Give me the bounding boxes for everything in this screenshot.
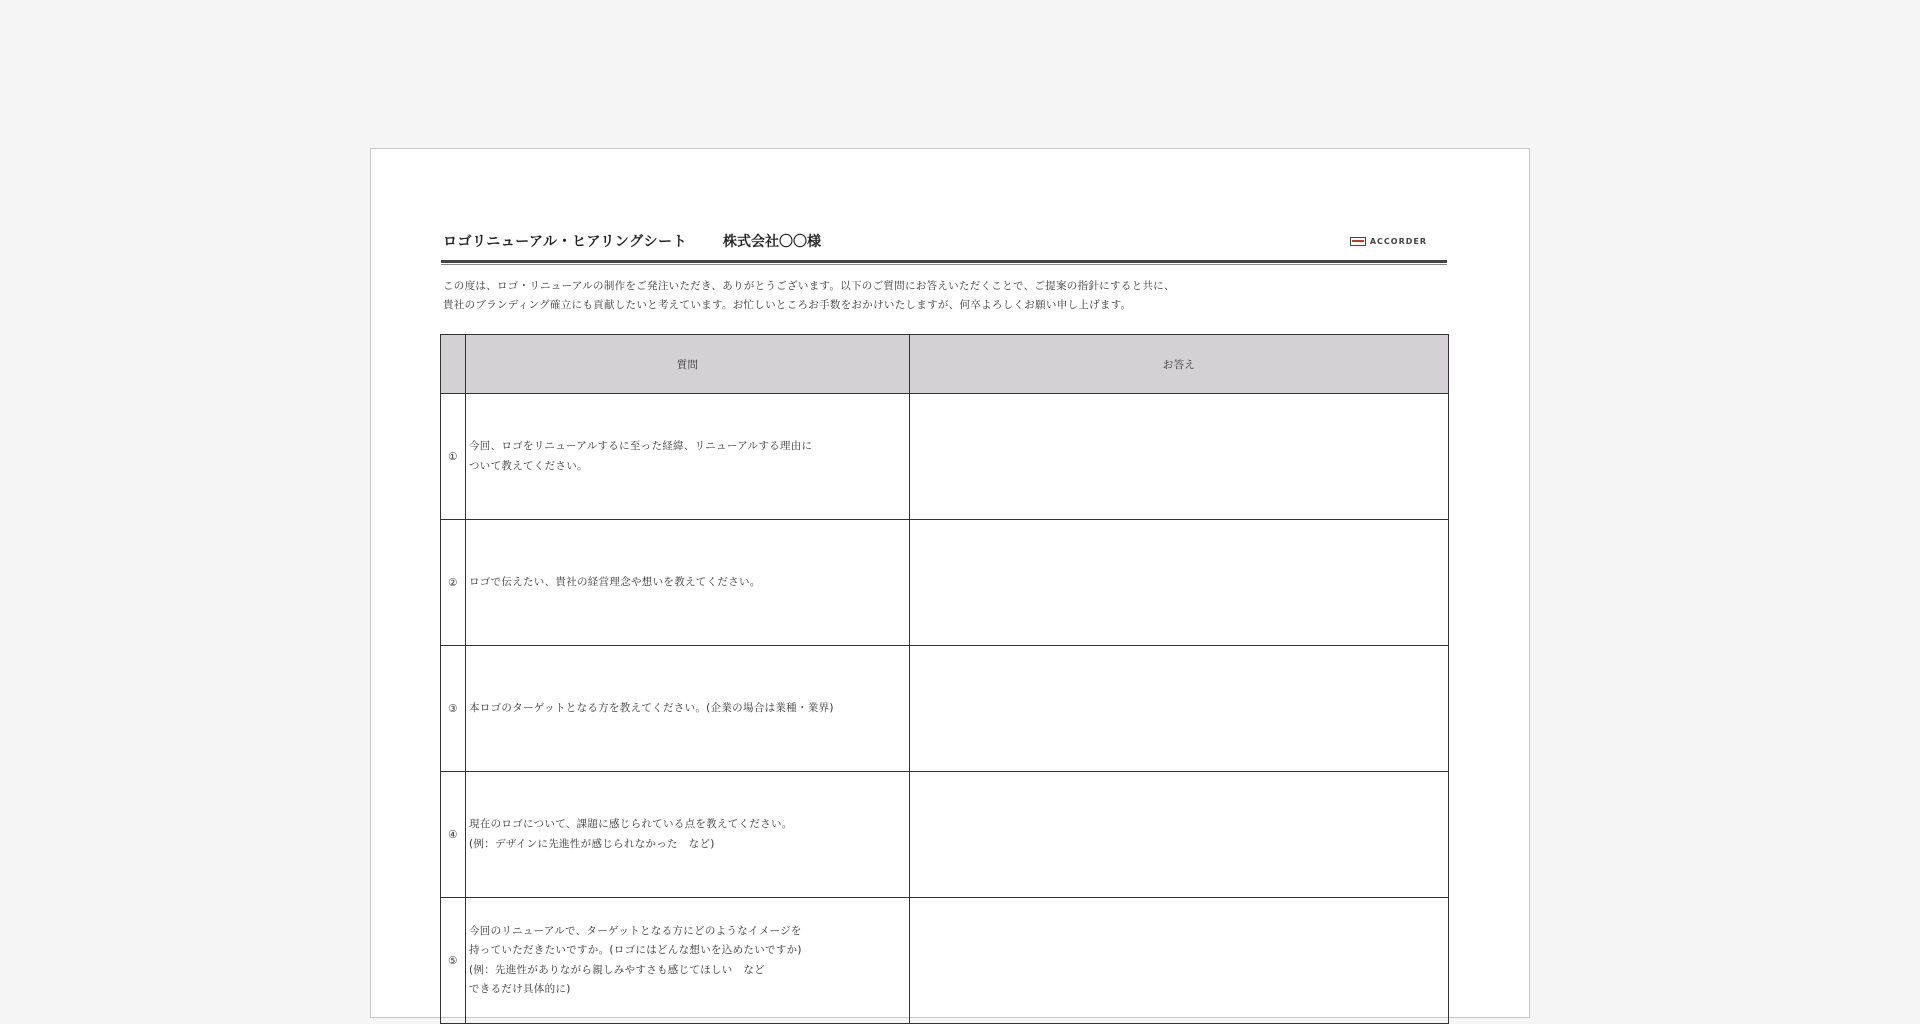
question-cell — [466, 520, 910, 646]
intro-line: この度は、ロゴ・リニューアルの制作をご発注いただき、ありがとうございます。以下のご質問にお答えいただくことで、ご提案の指針にすると共に、 — [443, 280, 1175, 292]
header-rule-thin — [441, 264, 1447, 265]
question-cell — [466, 394, 910, 520]
question-number: ② — [441, 520, 466, 646]
question-line: 現在のロゴについて、課題に感じられている点を教えてください。 — [469, 818, 793, 830]
question-cell — [466, 646, 910, 772]
intro-text — [443, 277, 1443, 315]
brand-logo-text: ACCORDER — [1369, 237, 1427, 246]
question-line: 本ロゴのターゲットとなる方を教えてください。(企業の場合は業種・業界) — [469, 701, 834, 714]
hearing-table — [440, 334, 1449, 1024]
question-line: 今回のリニューアルで、ターゲットとなる方にどのようなイメージを — [469, 924, 802, 937]
question-number: ④ — [441, 772, 466, 898]
answer-cell[interactable] — [910, 646, 1449, 772]
table-row — [441, 646, 1449, 772]
table-row — [441, 394, 1449, 520]
question-line: 今回、ロゴをリニューアルするに至った経緯、リニューアルする理由に — [469, 440, 813, 452]
question-line: (例：デザインに先進性が感じられなかった など) — [469, 837, 715, 850]
question-line: ロゴで伝えたい、貴社の経営理念や想いを教えてください。 — [469, 575, 761, 588]
client-name: 株式会社〇〇様 — [723, 234, 821, 250]
document-header — [441, 231, 1447, 255]
brand-logo-icon — [1350, 237, 1366, 246]
question-line: 持っていただきたいですか。(ロゴにはどんな想いを込めたいですか) — [469, 944, 802, 956]
table-header-row — [441, 335, 1449, 394]
header-number — [441, 335, 466, 394]
answer-cell[interactable] — [910, 772, 1449, 898]
question-line: (例：先進性がありながら親しみやすさも感じてほしい など — [469, 963, 765, 976]
question-cell — [466, 772, 910, 898]
header-rule — [441, 260, 1447, 263]
header-answer: お答え — [910, 335, 1449, 394]
question-line: できるだけ具体的に) — [469, 983, 571, 995]
document-page — [370, 148, 1530, 1018]
answer-cell[interactable] — [910, 520, 1449, 646]
question-line: ついて教えてください。 — [469, 459, 588, 472]
table-row — [441, 772, 1449, 898]
answer-cell[interactable] — [910, 394, 1449, 520]
header-question: 質問 — [466, 335, 910, 394]
question-number: ③ — [441, 646, 466, 772]
table-row — [441, 520, 1449, 646]
document-title: ロゴリニューアル・ヒアリングシート — [443, 234, 688, 250]
question-number: ① — [441, 394, 466, 520]
brand-logo — [1350, 237, 1427, 246]
intro-line: 貴社のブランディング確立にも貢献したいと考えています。お忙しいところお手数をおかけいたしますが、何卒よろしくお願い申し上げます。 — [443, 299, 1132, 311]
question-number: ⑤ — [441, 898, 466, 1024]
